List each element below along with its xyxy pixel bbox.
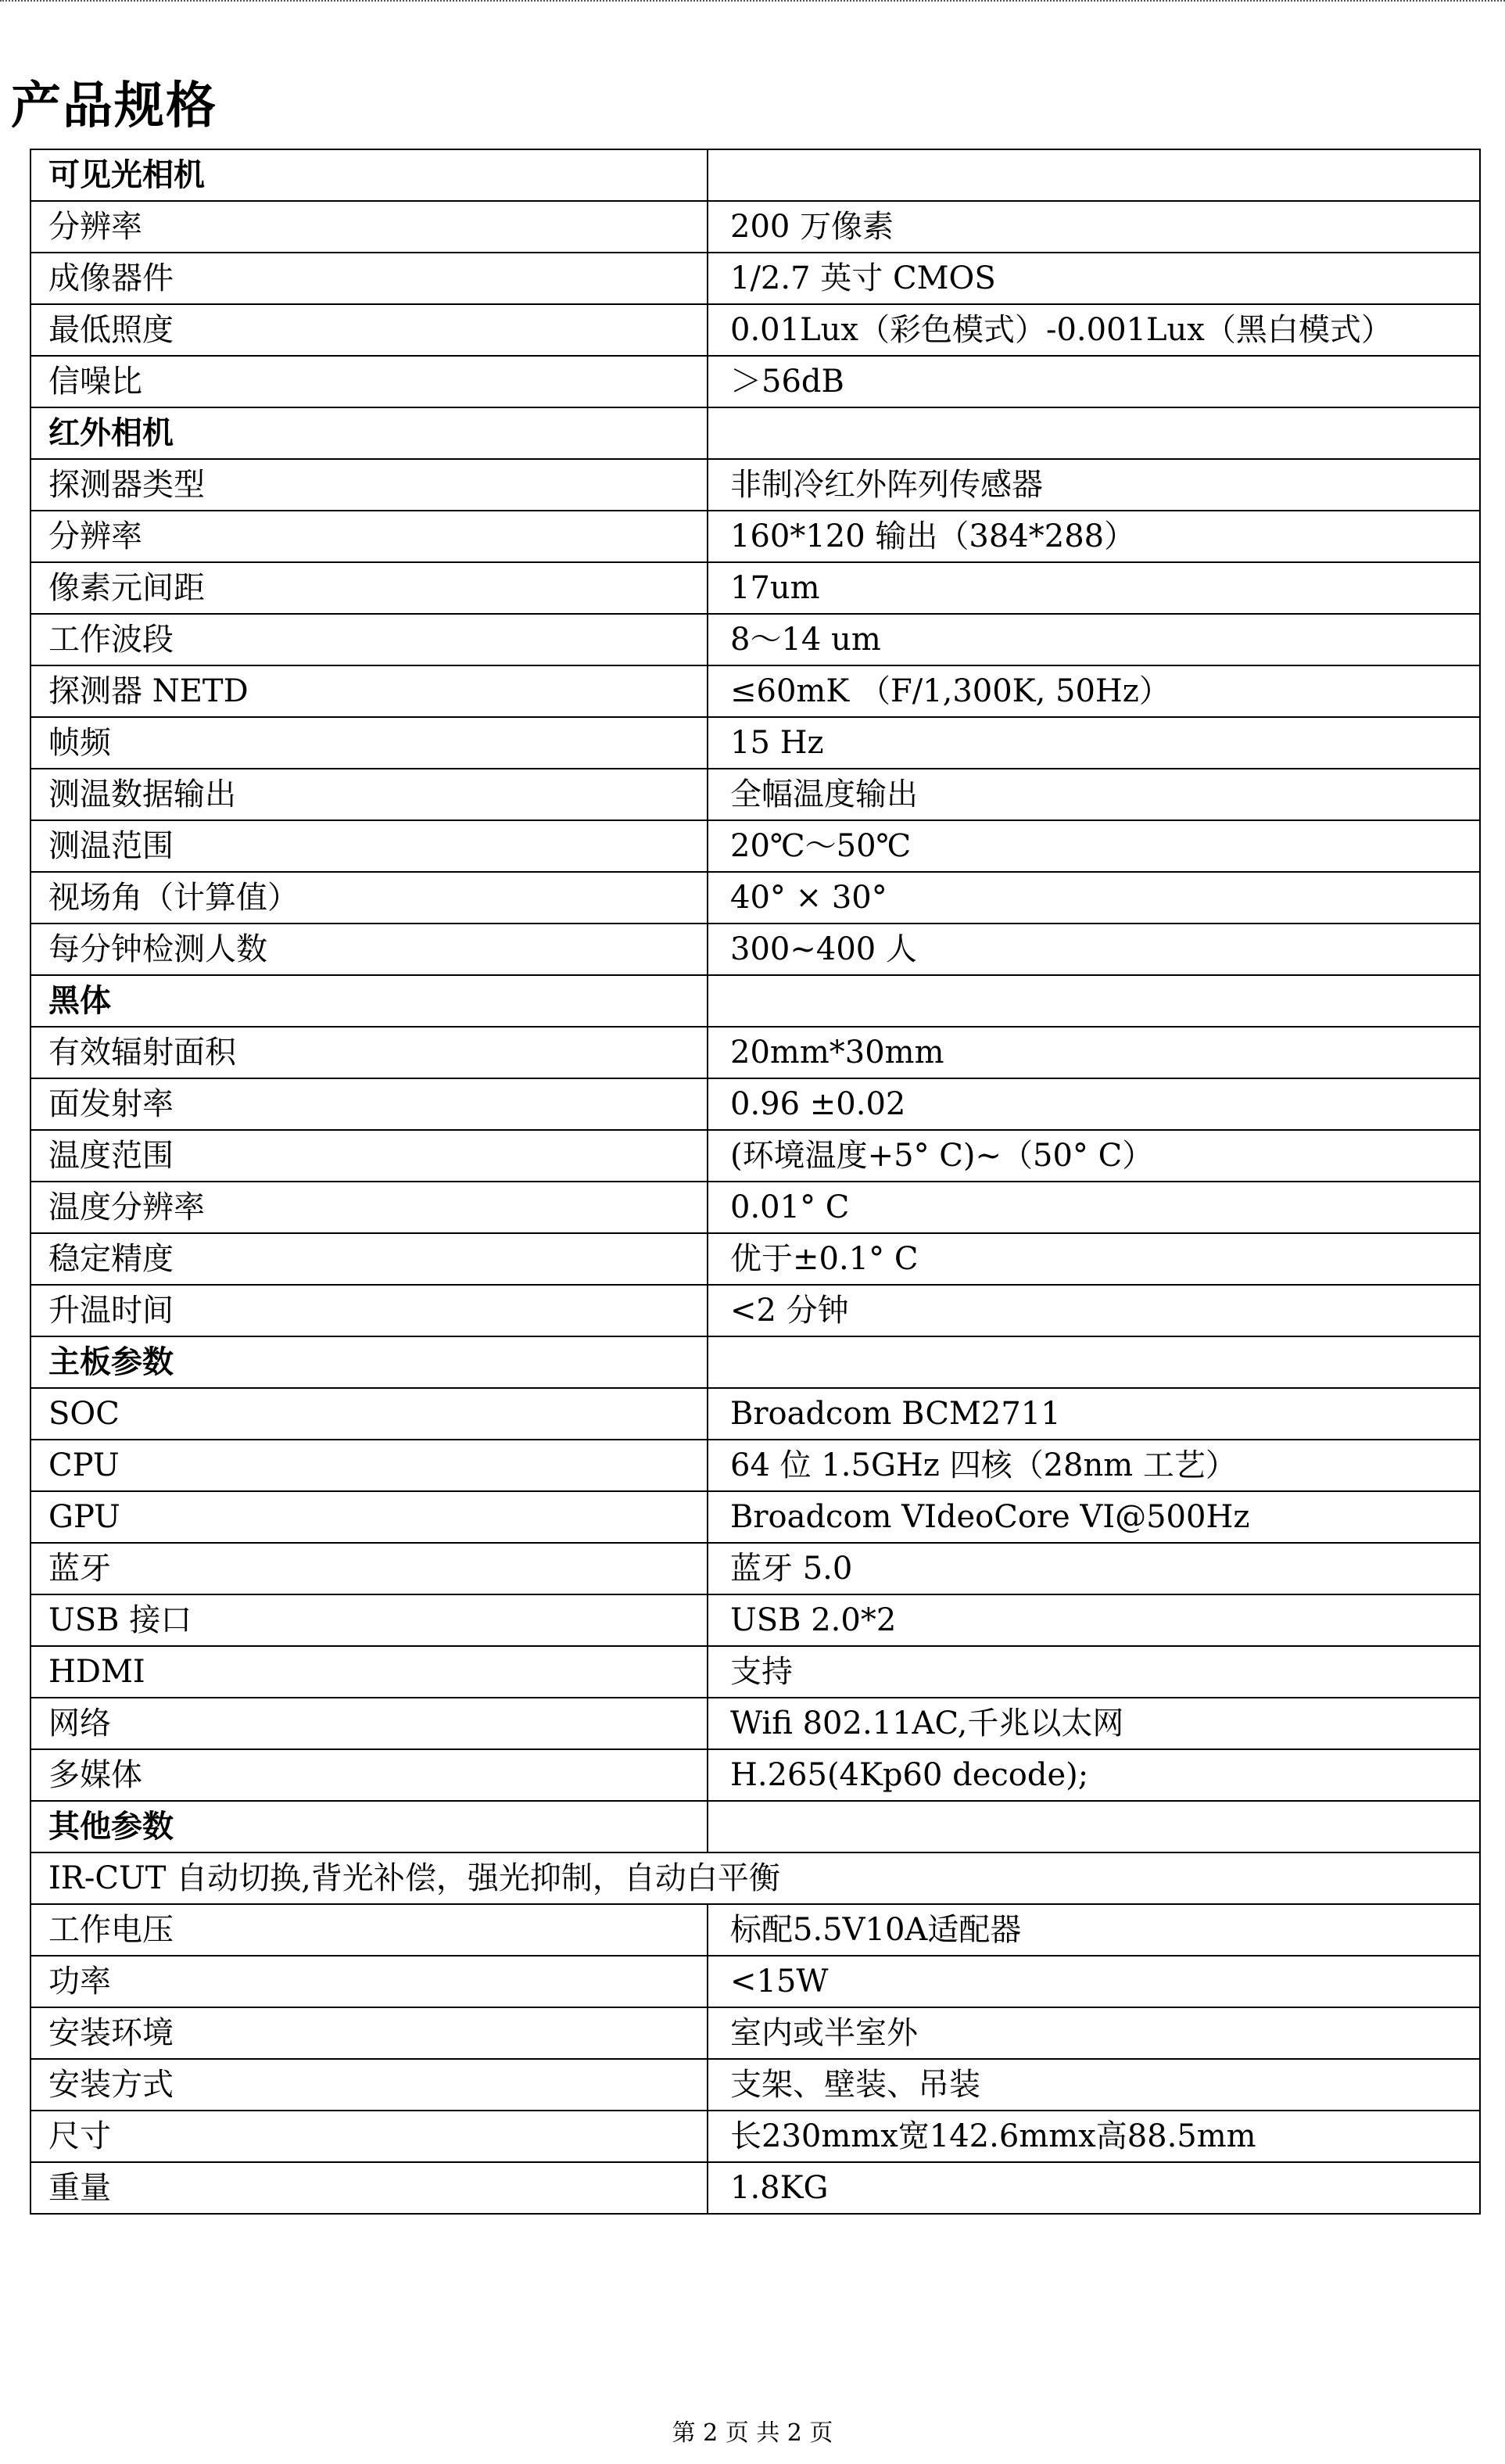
spec-label: 稳定精度: [30, 1233, 708, 1285]
spec-value: 全幅温度输出: [708, 769, 1480, 820]
table-row: [30, 1027, 1480, 1078]
spec-value: 蓝牙 5.0: [708, 1543, 1480, 1594]
table-row: [30, 1285, 1480, 1336]
spec-value: 优于±0.1° C: [708, 1233, 1480, 1285]
spec-value: USB 2.0*2: [708, 1594, 1480, 1646]
spec-label: 网络: [30, 1698, 708, 1749]
spec-label: 有效辐射面积: [30, 1027, 708, 1078]
spec-label: 信噪比: [30, 356, 708, 407]
spec-value: <15W: [708, 1956, 1480, 2007]
section-value-cell: [708, 1336, 1480, 1388]
spec-value: 0.01° C: [708, 1182, 1480, 1233]
table-row: [30, 1698, 1480, 1749]
table-row: [30, 201, 1480, 253]
spec-value: 20℃～50℃: [708, 820, 1480, 872]
spec-value: 1.8KG: [708, 2162, 1480, 2214]
table-row: [30, 2007, 1480, 2059]
spec-label: 功率: [30, 1956, 708, 2007]
table-row: [30, 253, 1480, 304]
section-header-row: [30, 407, 1480, 459]
page-footer: 第 2 页 共 2 页: [672, 2419, 833, 2447]
table-row: [30, 1233, 1480, 1285]
spec-value: 15 Hz: [708, 717, 1480, 769]
section-title: 红外相机: [30, 407, 708, 459]
table-row: [30, 2162, 1480, 2214]
spec-label: 安装方式: [30, 2059, 708, 2111]
section-header-row: [30, 1801, 1480, 1852]
table-row: [30, 2059, 1480, 2111]
spec-value: (环境温度+5° C)~（50° C）: [708, 1130, 1480, 1182]
table-row: [30, 459, 1480, 511]
table-row: [30, 872, 1480, 924]
spec-value: 160*120 输出（384*288）: [708, 511, 1480, 562]
table-row: [30, 562, 1480, 614]
spec-value: ＞56dB: [708, 356, 1480, 407]
table-row: [30, 1749, 1480, 1801]
spec-value: 200 万像素: [708, 201, 1480, 253]
spec-value: 0.01Lux（彩色模式）-0.001Lux（黑白模式）: [708, 304, 1480, 356]
spec-value: Broadcom BCM2711: [708, 1388, 1480, 1440]
spec-value: 支架、壁装、吊装: [708, 2059, 1480, 2111]
spec-value: 20mm*30mm: [708, 1027, 1480, 1078]
spec-label: 多媒体: [30, 1749, 708, 1801]
section-title: 主板参数: [30, 1336, 708, 1388]
spec-label: 温度分辨率: [30, 1182, 708, 1233]
spec-label: 安装环境: [30, 2007, 708, 2059]
table-row: [30, 356, 1480, 407]
spec-value: 40° × 30°: [708, 872, 1480, 924]
spec-label: 探测器 NETD: [30, 665, 708, 717]
spec-value: H.265(4Kp60 decode);: [708, 1749, 1480, 1801]
table-row: [30, 511, 1480, 562]
table-row: [30, 1956, 1480, 2007]
spec-label: CPU: [30, 1440, 708, 1491]
spec-label: 最低照度: [30, 304, 708, 356]
table-row: [30, 1130, 1480, 1182]
spec-label: 帧频: [30, 717, 708, 769]
spec-value: 1/2.7 英寸 CMOS: [708, 253, 1480, 304]
page-title: 产品规格: [11, 77, 217, 135]
spec-label: 成像器件: [30, 253, 708, 304]
spec-value: 非制冷红外阵列传感器: [708, 459, 1480, 511]
spec-label: 每分钟检测人数: [30, 924, 708, 975]
spec-label: 尺寸: [30, 2111, 708, 2162]
section-header-row: [30, 149, 1480, 201]
spec-value: Wifi 802.11AC,千兆以太网: [708, 1698, 1480, 1749]
spec-value: ≤60mK （F/1,300K, 50Hz）: [708, 665, 1480, 717]
spec-label: 分辨率: [30, 511, 708, 562]
spec-label: USB 接口: [30, 1594, 708, 1646]
table-row: [30, 924, 1480, 975]
table-row: [30, 820, 1480, 872]
section-value-cell: [708, 1801, 1480, 1852]
spec-value: 室内或半室外: [708, 2007, 1480, 2059]
table-row: [30, 769, 1480, 820]
section-value-cell: [708, 975, 1480, 1027]
spec-value: 17um: [708, 562, 1480, 614]
spec-label: 测温范围: [30, 820, 708, 872]
table-row: [30, 614, 1480, 665]
spec-label: 蓝牙: [30, 1543, 708, 1594]
spec-label: 测温数据输出: [30, 769, 708, 820]
section-value-cell: [708, 149, 1480, 201]
section-value-cell: [708, 407, 1480, 459]
spec-label: HDMI: [30, 1646, 708, 1698]
table-row: [30, 1388, 1480, 1440]
table-row: [30, 304, 1480, 356]
spec-table: [30, 149, 1481, 2215]
section-title: 其他参数: [30, 1801, 708, 1852]
header-rule: [0, 0, 1505, 2]
spec-value: Broadcom VIdeoCore VI@500Hz: [708, 1491, 1480, 1543]
spec-value: 支持: [708, 1646, 1480, 1698]
spec-label: 工作波段: [30, 614, 708, 665]
table-row: [30, 1904, 1480, 1956]
table-row: [30, 1440, 1480, 1491]
table-row: [30, 1491, 1480, 1543]
spec-value: 标配5.5V10A适配器: [708, 1904, 1480, 1956]
spec-label: 升温时间: [30, 1285, 708, 1336]
table-row: [30, 665, 1480, 717]
spec-value: 0.96 ±0.02: [708, 1078, 1480, 1130]
table-row: [30, 717, 1480, 769]
spec-table-body: [30, 149, 1480, 2214]
spec-value: 300~400 人: [708, 924, 1480, 975]
spec-label: 分辨率: [30, 201, 708, 253]
table-row: [30, 1543, 1480, 1594]
spec-label: 视场角（计算值）: [30, 872, 708, 924]
spec-value: <2 分钟: [708, 1285, 1480, 1336]
spec-label: IR-CUT 自动切换,背光补偿，强光抑制，自动白平衡: [30, 1852, 1480, 1904]
section-title: 黑体: [30, 975, 708, 1027]
section-header-row: [30, 975, 1480, 1027]
table-row: [30, 2111, 1480, 2162]
spec-label: 工作电压: [30, 1904, 708, 1956]
spec-value: 8～14 um: [708, 614, 1480, 665]
table-row: [30, 1594, 1480, 1646]
spec-value: 长230mmx宽142.6mmx高88.5mm: [708, 2111, 1480, 2162]
spec-label: 像素元间距: [30, 562, 708, 614]
table-row: [30, 1852, 1480, 1904]
spec-label: GPU: [30, 1491, 708, 1543]
spec-label: 探测器类型: [30, 459, 708, 511]
spec-label: SOC: [30, 1388, 708, 1440]
section-title: 可见光相机: [30, 149, 708, 201]
spec-value: 64 位 1.5GHz 四核（28nm 工艺）: [708, 1440, 1480, 1491]
section-header-row: [30, 1336, 1480, 1388]
spec-label: 温度范围: [30, 1130, 708, 1182]
table-row: [30, 1182, 1480, 1233]
spec-label: 重量: [30, 2162, 708, 2214]
table-row: [30, 1078, 1480, 1130]
spec-label: 面发射率: [30, 1078, 708, 1130]
table-row: [30, 1646, 1480, 1698]
